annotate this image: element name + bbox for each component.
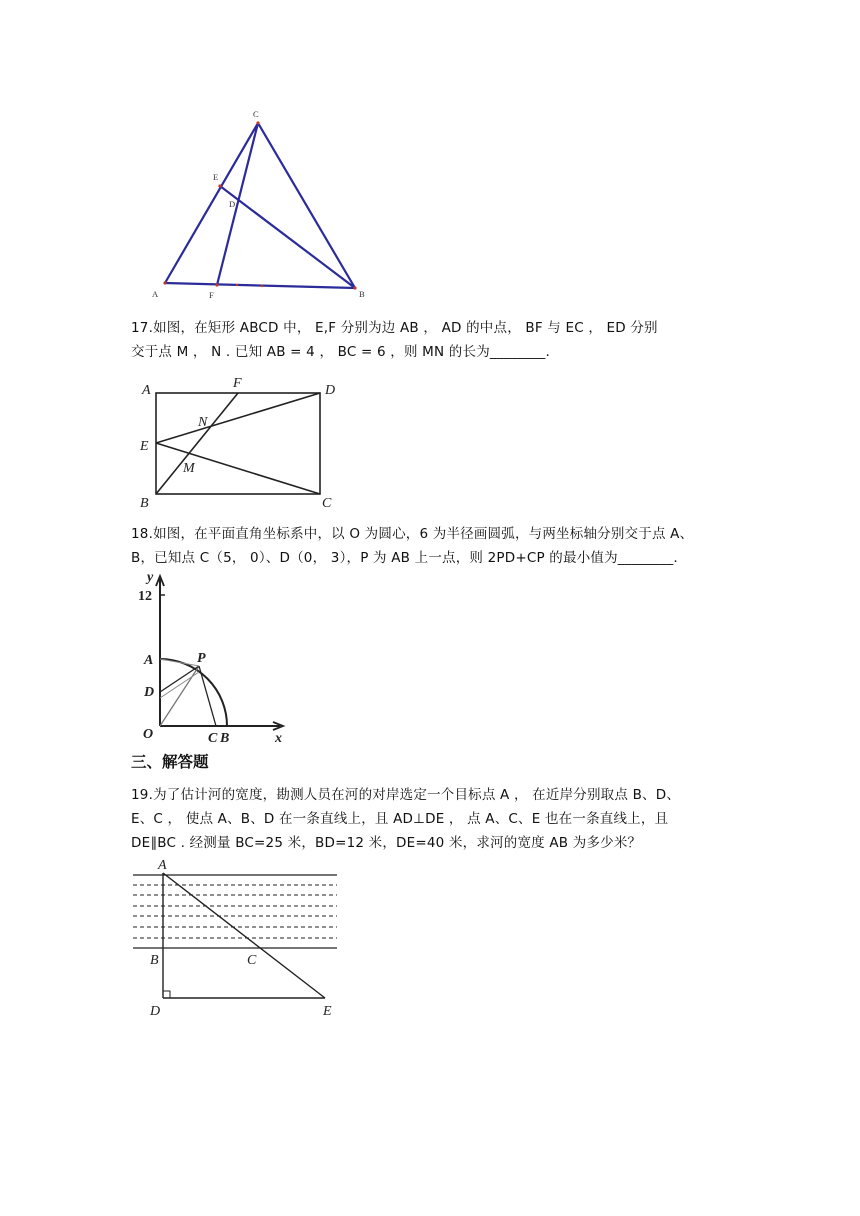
- question-19-line-2: E、C ， 使点 A、B、D 在一条直线上，且 AD⊥DE ， 点 A、C、E 也在一条直线上，且: [131, 811, 669, 827]
- label-d: D: [150, 1004, 161, 1019]
- segment-cf: [217, 123, 258, 285]
- segment-dp: [160, 666, 199, 692]
- question-19-line-1: 19.为了估计河的宽度，勘测人员在河的对岸选定一个目标点 A ， 在近岸分别取点 B、D、: [131, 787, 681, 803]
- label-c: C: [208, 731, 218, 746]
- label-a: A: [142, 383, 151, 398]
- segment-ae: [163, 873, 325, 998]
- segment-ed: [156, 393, 320, 443]
- label-o: O: [143, 727, 154, 742]
- question-19: [131, 783, 731, 855]
- question-19-line-3: DE∥BC . 经测量 BC=25 米，BD=12 米，DE=40 米，求河的宽度 AB 为多少米？: [131, 835, 642, 851]
- question-17-line-2: 交于点 M ， N . 已知 AB = 4 ， BC = 6 ，则 MN 的长为________.: [131, 344, 550, 360]
- section-heading: 三、解答题: [131, 753, 209, 771]
- label-f: F: [209, 290, 214, 300]
- figure-rectangle-abcd: [132, 370, 352, 515]
- figure-coordinate-arc: [135, 568, 295, 748]
- label-c: C: [247, 953, 257, 968]
- question-18: [131, 522, 731, 570]
- right-angle-mark: [163, 991, 170, 998]
- segment-eb: [220, 186, 355, 288]
- question-17-line-1: 17.如图，在矩形 ABCD 中， E,F 分别为边 AB ， AD 的中点， BF 与 EC ， ED 分别: [131, 320, 658, 336]
- label-x: x: [275, 731, 282, 746]
- segment-bf: [156, 393, 238, 494]
- label-e: E: [323, 1004, 332, 1019]
- figure-triangle-abc: [140, 100, 380, 310]
- label-a: A: [152, 289, 159, 299]
- segment-pc: [199, 666, 216, 726]
- question-17: [131, 316, 731, 364]
- question-18-line-1: 18.如图，在平面直角坐标系中，以 O 为圆心，6 为半径画圆弧，与两坐标轴分别交于点 A、: [131, 526, 694, 542]
- label-m: M: [183, 461, 195, 476]
- label-b: B: [359, 289, 365, 299]
- rectangle: [156, 393, 320, 494]
- label-c: C: [253, 109, 259, 119]
- label-e: E: [140, 439, 149, 454]
- label-b: B: [150, 953, 159, 968]
- segment-ab: [165, 283, 355, 288]
- label-p: P: [197, 651, 206, 666]
- label-d: D: [144, 685, 155, 700]
- label-d: D: [229, 199, 236, 209]
- segment-cb: [258, 123, 355, 288]
- label-y: y: [147, 570, 154, 585]
- figure-river: [130, 855, 345, 1020]
- label-b: B: [220, 731, 230, 746]
- label-d: D: [325, 383, 336, 398]
- label-c: C: [322, 496, 332, 511]
- label-n: N: [198, 415, 208, 430]
- label-e: E: [213, 172, 219, 182]
- segment-op: [160, 666, 199, 726]
- label-f: F: [233, 376, 242, 391]
- label-a: A: [144, 653, 154, 668]
- segment-ec: [156, 443, 320, 494]
- question-18-line-2: B，已知点 C（5， 0）、D（0， 3），P 为 AB 上一点，则 2PD+CP 的最小值为________.: [131, 550, 678, 566]
- label-a: A: [158, 858, 167, 873]
- label-b: B: [140, 496, 149, 511]
- label-12: 12: [138, 589, 152, 604]
